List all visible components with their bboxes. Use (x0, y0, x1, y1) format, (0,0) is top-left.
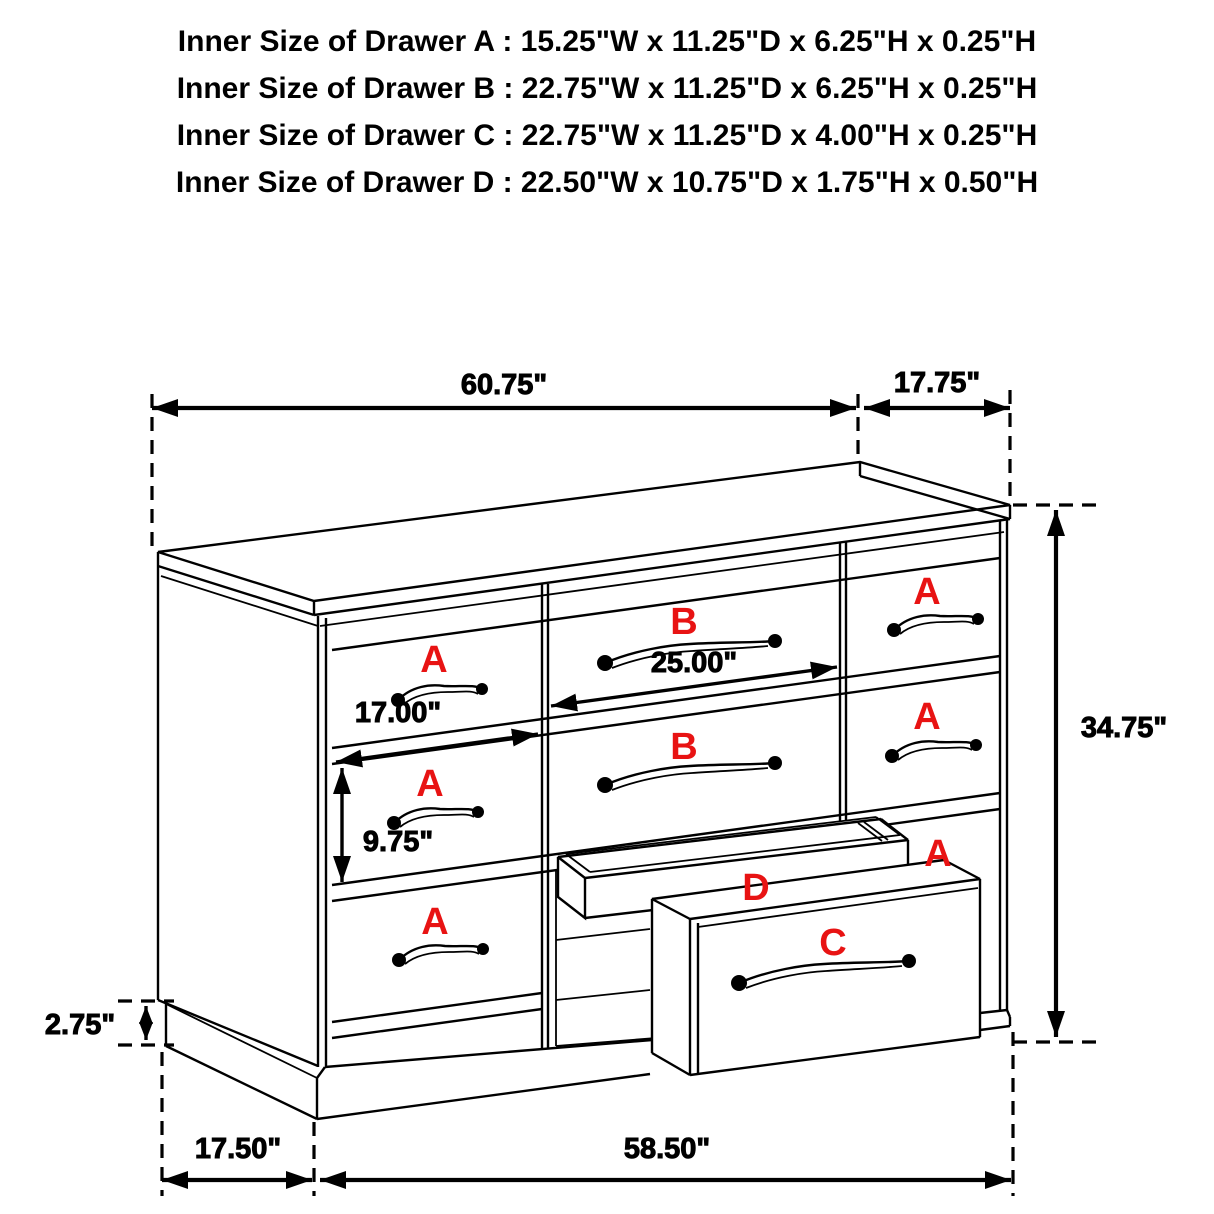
header-text (176, 25, 1038, 199)
drawer-a-width-dimension (336, 697, 538, 762)
drawer-label-a-middle-left: A (416, 763, 444, 805)
drawer-label-a-top-left: A (420, 639, 448, 681)
top-depth-dimension (864, 367, 1010, 500)
top-depth-label: 17.75" (893, 367, 981, 399)
base-width-label: 58.50" (623, 1133, 711, 1165)
drawer-a-width-label: 17.00" (354, 697, 442, 729)
plinth-height-label: 2.75" (44, 1009, 116, 1041)
drawer-label-a-middle-right: A (913, 696, 941, 738)
drawer-label-c: C (819, 922, 847, 964)
drawer-opening-height-label: 9.75" (362, 826, 434, 858)
header-line-b: Inner Size of Drawer B : 22.75"W x 11.25"D x 6.25"H x 0.25"H (176, 72, 1038, 105)
header-line-d: Inner Size of Drawer D : 22.50"W x 10.75"D x 1.75"H x 0.50"H (175, 166, 1039, 199)
drawer-label-a-bottom-right: A (924, 833, 952, 875)
top-width-label: 60.75" (460, 369, 548, 401)
height-dimension (1013, 505, 1167, 1042)
header-line-a: Inner Size of Drawer A : 15.25"W x 11.25"D x 6.25"H x 0.25"H (177, 25, 1037, 58)
base-depth-label: 17.50" (194, 1133, 282, 1165)
drawer-label-a-top-right: A (913, 571, 941, 613)
plinth-height-dimension (45, 1001, 174, 1045)
pullout-drawer-c (652, 860, 980, 1075)
top-slab (158, 462, 1010, 626)
height-label: 34.75" (1080, 712, 1168, 744)
drawer-label-a-bottom-left: A (421, 901, 449, 943)
top-width-dimension (152, 369, 858, 548)
header-line-c: Inner Size of Drawer C : 22.75"W x 11.25"D x 4.00"H x 0.25"H (176, 119, 1038, 152)
drawer-label-b-top: B (670, 601, 698, 643)
drawer-b-width-label: 25.00" (650, 647, 738, 679)
drawer-label-b-middle: B (670, 726, 698, 768)
base-depth-dimension (162, 1052, 314, 1196)
drawer-label-d: D (742, 867, 770, 909)
left-side-panel (158, 566, 318, 1066)
diagram-lines (45, 367, 1167, 1196)
